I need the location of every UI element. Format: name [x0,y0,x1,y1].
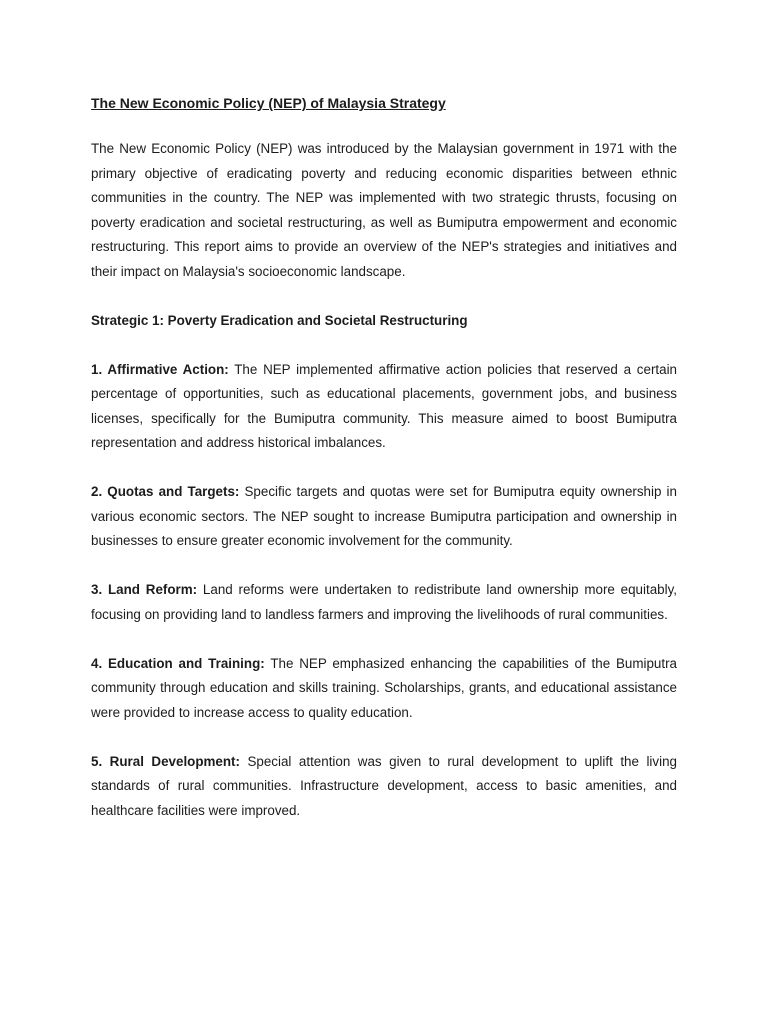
document-page [91,93,677,848]
document-title: The New Economic Policy (NEP) of Malaysia Strategy [91,95,446,111]
list-item-affirmative-action [91,358,677,456]
item-text: Specific targets and quotas were set for Bumiputra equity ownership in various economic sectors. The NEP sought to increase Bumiputra participation and ownership in businesses to ensure greater economic involvement for the community. [91,484,677,548]
list-item-land-reform [91,578,677,627]
item-text: The NEP emphasized enhancing the capabilities of the Bumiputra community through education and skills training. Scholarships, grants, and educational assistance were provided to increase access to quality education. [91,655,677,720]
list-item-education-training [91,652,677,726]
item-label: 5. Rural Development: [91,753,240,769]
intro-paragraph: The New Economic Policy (NEP) was introduced by the Malaysian government in 1971 with the primary objective of eradicating poverty and reducing economic disparities between ethnic communities in the country. The NEP was implemented with two strategic thrusts, focusing on poverty eradication and societal restructuring, as well as Bumiputra empowerment and economic restructuring. This report aims to provide an overview of the NEP's strategies and initiatives and their impact on Malaysia's socioeconomic landscape. [91,141,677,279]
list-item-quotas-targets [91,480,677,554]
item-label: 3. Land Reform: [91,582,198,597]
item-text: The NEP implemented affirmative action policies that reserved a certain percentage of opportunities, such as educational placements, government jobs, and business licenses, specifically for the Bumiputra community. This measure aimed to boost Bumiputra representation and address historical imbalances. [91,361,677,450]
item-label: 1. Affirmative Action: [91,361,229,377]
item-text: Land reforms were undertaken to redistribute land ownership more equitably, focusing on providing land to landless farmers and improving the livelihoods of rural communities. [91,582,677,622]
section-heading: Strategic 1: Poverty Eradication and Societal Restructuring [91,312,468,328]
item-text: Special attention was given to rural development to uplift the living standards of rural communities. Infrastructure development, access to basic amenities, and healthcare facilities were improved. [91,753,677,818]
list-item-rural-development [91,750,677,824]
item-label: 2. Quotas and Targets: [91,484,240,499]
item-label: 4. Education and Training: [91,655,265,671]
